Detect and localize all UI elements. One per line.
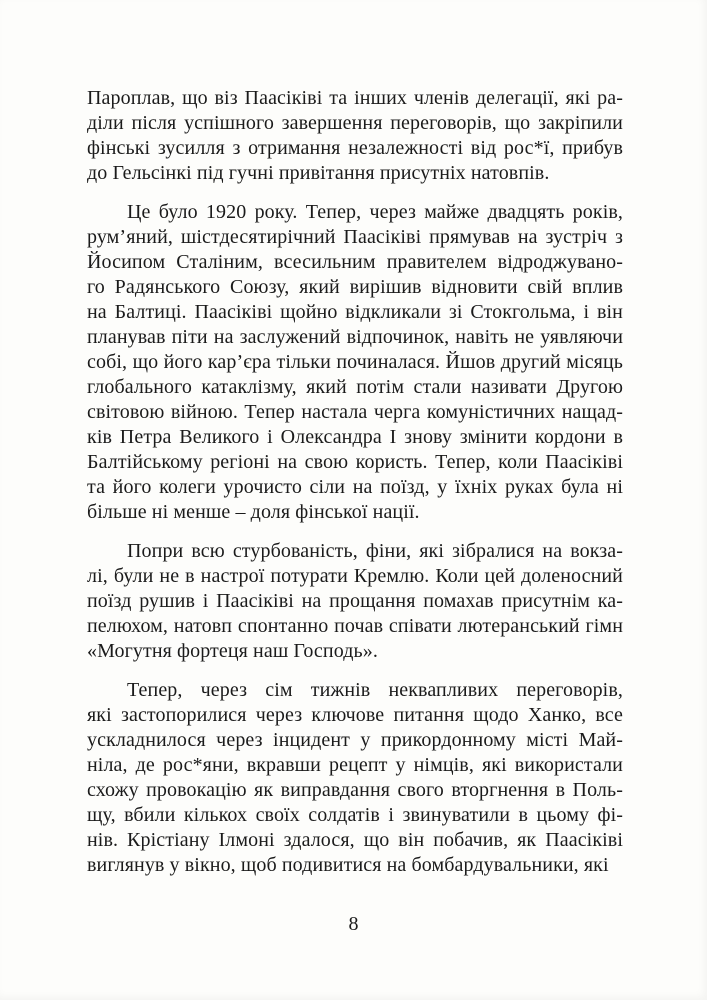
- text-line: пелюхом, натовп спонтанно почав співати лютеранський гімн: [87, 615, 623, 637]
- text-line: глобального катаклізму, який потім стали називати Другою: [87, 376, 623, 398]
- text-line: нів. Крістіану Ілмоні здалося, що він побачив, як Паасіківі: [87, 829, 623, 851]
- paragraph: [87, 539, 623, 664]
- paragraph: [87, 678, 623, 878]
- page-number: 8: [348, 913, 359, 935]
- text-line: Пароплав, що віз Паасіківі та інших членів делегації, які ра-: [87, 87, 623, 109]
- text-line: лі, були не в настрої потурати Кремлю. Коли цей доленосний: [87, 565, 623, 587]
- text-line: схожу провокацію як виправдання свого вторгнення в Поль-: [87, 779, 623, 801]
- text-line: та його колеги урочисто сіли на поїзд, у їхніх руках була ні: [87, 476, 623, 498]
- text-line: на Балтиці. Паасіківі щойно відкликали зі Стокгольма, і він: [87, 301, 623, 323]
- text-line: ків Петра Великого і Олександра I знову змінити кордони в: [87, 426, 623, 448]
- text-line: «Могутня фортеця наш Господь».: [87, 640, 378, 662]
- text-line: поїзд рушив і Паасіківі на прощання помахав присутнім ка-: [87, 590, 623, 612]
- text-line: виглянув у вікно, щоб подивитися на бомбардувальники, які: [87, 854, 609, 876]
- text-line: світовою війною. Тепер настала черга комуністичних нащад-: [87, 401, 623, 423]
- text-block: [87, 86, 623, 878]
- text-line: які застопорилися через ключове питання щодо Ханко, все: [87, 704, 623, 726]
- text-line: го Радянського Союзу, який вирішив відновити свій вплив: [87, 276, 623, 298]
- text-line: Балтійському регіоні на свою користь. Тепер, коли Паасіківі: [87, 451, 623, 473]
- paragraph: [87, 200, 623, 525]
- text-line: щу, вбили кількох своїх солдатів і звинуватили в цьому фі-: [87, 804, 623, 826]
- text-line: Попри всю стурбованість, фіни, які зібралися на вокза-: [127, 540, 623, 562]
- text-line: фінські зусилля з отримання незалежності від рос*ї, прибув: [87, 137, 623, 159]
- text-line: ускладнилося через інцидент у прикордонному місті Май-: [87, 729, 623, 751]
- text-line: до Гельсінкі під гучні привітання присутніх натовпів.: [87, 162, 550, 184]
- text-line: собі, що його кар’єра тільки починалася. Йшов другий місяць: [87, 351, 623, 373]
- text-line: діли після успішного завершення переговорів, що закріпили: [87, 112, 623, 134]
- text-line: Йосипом Сталіним, всесильним правителем відроджувано-: [87, 251, 623, 273]
- text-line: більше ні менше – доля фінської нації.: [87, 501, 420, 523]
- text-line: планував піти на заслужений відпочинок, навіть не уявляючи: [87, 326, 623, 348]
- text-line: Тепер, через сім тижнів неквапливих переговорів,: [127, 679, 623, 701]
- text-line: рум’яний, шістдесятирічний Паасіківі прямував на зустріч з: [87, 226, 623, 248]
- paragraph: [87, 86, 623, 186]
- text-line: Це було 1920 року. Тепер, через майже двадцять років,: [127, 201, 623, 223]
- text-line: ніла, де рос*яни, вкравши рецепт у німців, які використали: [87, 754, 623, 776]
